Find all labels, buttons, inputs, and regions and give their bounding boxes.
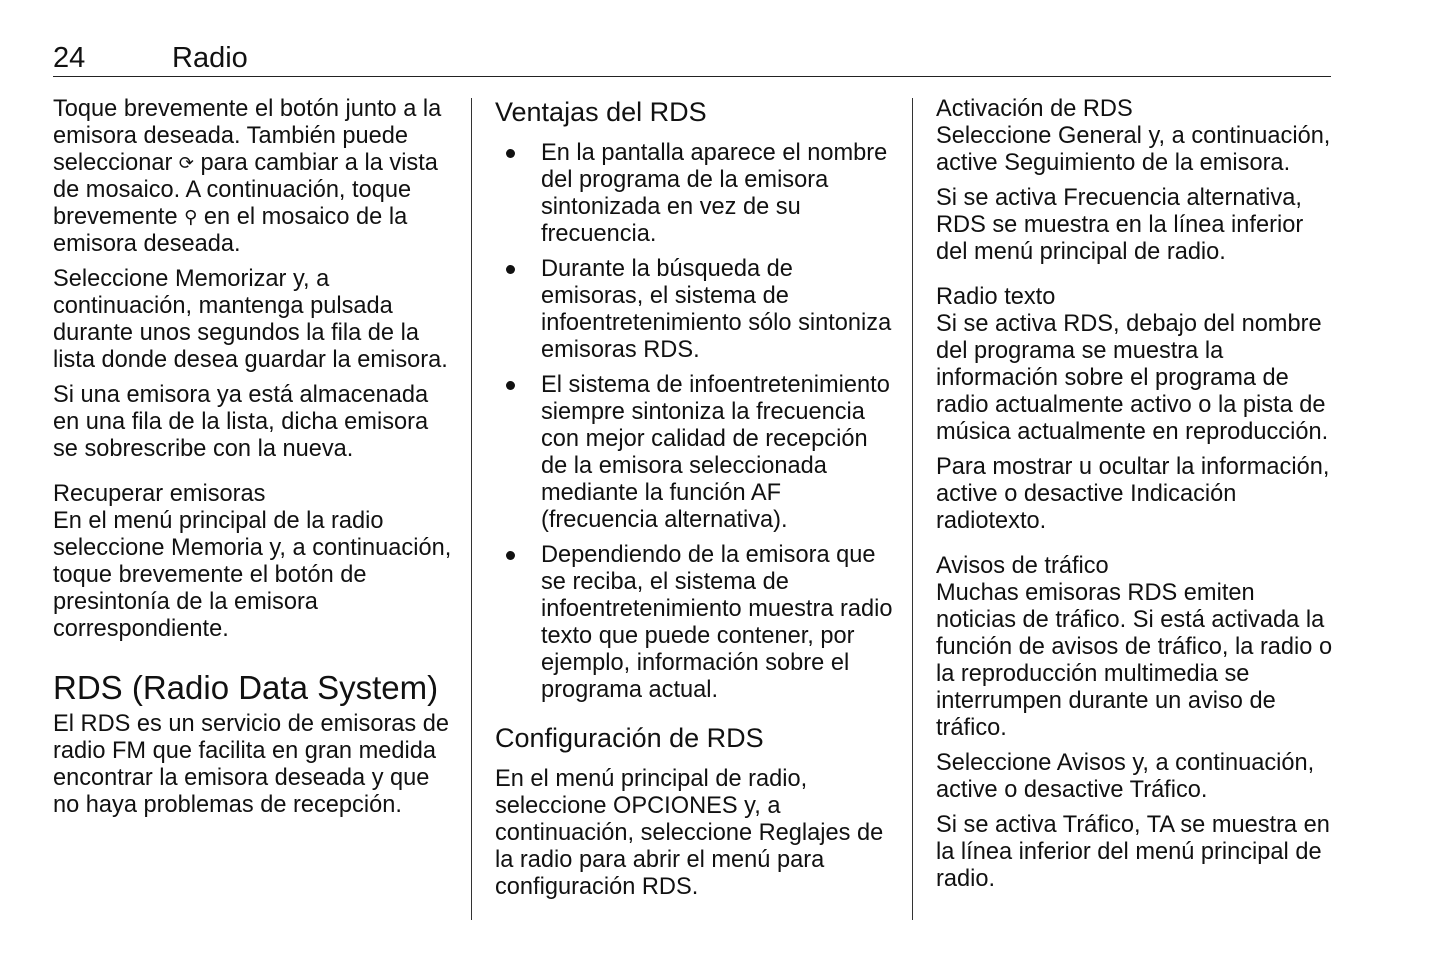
list-item: En la pantalla aparece el nombre del programa de la emisora sintonizada en vez de su frecuencia. (495, 140, 895, 248)
refresh-icon: ⟳ (178, 153, 194, 173)
menu-term: Indicación radiotexto (936, 481, 1237, 534)
paragraph: En el menú principal de radio, seleccione OPCIONES y, a continuación, seleccione Reglajes de la radio para abrir el menú para configuración RDS. (495, 766, 884, 900)
paragraph: Seleccione General y, a continuación, active Seguimiento de la emisora. (936, 123, 1331, 176)
menu-term: Memoria (171, 535, 263, 561)
menu-term: Tráfico (1062, 812, 1135, 838)
menu-term: Seguimiento de la emisora (1004, 150, 1284, 176)
column-divider (471, 98, 472, 920)
section-heading: Configuración de RDS (495, 723, 764, 753)
column-divider (912, 98, 913, 920)
section-heading: Ventajas del RDS (495, 97, 707, 127)
menu-term: OPCIONES (613, 793, 738, 819)
paragraph: Si se activa Frecuencia alternativa, RDS se muestra en la línea inferior del menú principal de radio. (936, 185, 1304, 265)
paragraph: Toque brevemente el botón junto a la emisora deseada. También puede seleccionar ⟳ para cambiar a la vista de mosaico. A continuación, toque brevemente ⚲ en el mosaico de la emisora deseada. (53, 96, 442, 257)
section-subheading: Activación de RDS (936, 96, 1133, 122)
column-2 (495, 96, 895, 909)
section-subheading: Avisos de tráfico (936, 553, 1109, 579)
bullet-list (495, 140, 895, 704)
list-item: El sistema de infoentretenimiento siempre sintoniza la frecuencia con mejor calidad de recepción de la emisora seleccionada mediante la función AF (frecuencia alternativa). (495, 372, 895, 534)
menu-term: Frecuencia alternativa (1063, 185, 1296, 211)
menu-term: General (1057, 123, 1142, 149)
paragraph: El RDS es un servicio de emisoras de radio FM que facilita en gran medida encontrar la emisora deseada y que no haya problemas de recepción. (53, 711, 450, 818)
menu-term: Avisos (1056, 750, 1126, 776)
section-subheading: Radio texto (936, 284, 1056, 310)
paragraph: Si se activa RDS, debajo del nombre del programa se muestra la información sobre el programa de radio actualmente activo o la pista de música actualmente en reproducción. (936, 311, 1329, 445)
section-heading: RDS (Radio Data System) (53, 669, 439, 706)
paragraph: Para mostrar u ocultar la información, active o desactive Indicación radiotexto. (936, 454, 1330, 534)
menu-term: Memorizar (174, 266, 287, 292)
paragraph: Muchas emisoras RDS emiten noticias de tráfico. Si está activada la función de avisos de tráfico, la radio o la reproducción multimedia se interrumpen durante un aviso de tráfico. (936, 580, 1333, 741)
paragraph: Si se activa Tráfico, TA se muestra en la línea inferior del menú principal de radio. (936, 812, 1330, 892)
paragraph: Seleccione Avisos y, a continuación, active o desactive Tráfico. (936, 750, 1315, 803)
section-subheading: Recuperar emisoras (53, 481, 266, 507)
page-header (53, 40, 1331, 77)
chapter-title: Radio (172, 42, 248, 74)
favorite-list-icon: ⚲ (184, 207, 198, 227)
paragraph: Si una emisora ya está almacenada en una fila de la lista, dicha emisora se sobrescribe con la nueva. (53, 382, 429, 462)
column-3 (936, 96, 1336, 901)
list-item: Durante la búsqueda de emisoras, el sistema de infoentretenimiento sólo sintoniza emisoras RDS. (495, 256, 895, 364)
menu-term: Tráfico (1129, 777, 1201, 803)
paragraph: En el menú principal de la radio seleccione Memoria y, a continuación, toque brevemente el botón de presintonía de la emisora correspondiente. (53, 508, 452, 642)
paragraph: Seleccione Memorizar y, a continuación, mantenga pulsada durante unos segundos la fila de la lista donde desea guardar la emisora. (53, 266, 448, 373)
list-item: Dependiendo de la emisora que se reciba, el sistema de infoentretenimiento muestra radio texto que puede contener, por ejemplo, información sobre el programa actual. (495, 542, 895, 704)
menu-term: Reglajes de la radio (495, 820, 884, 873)
page-number: 24 (53, 42, 86, 74)
column-1 (53, 96, 453, 827)
